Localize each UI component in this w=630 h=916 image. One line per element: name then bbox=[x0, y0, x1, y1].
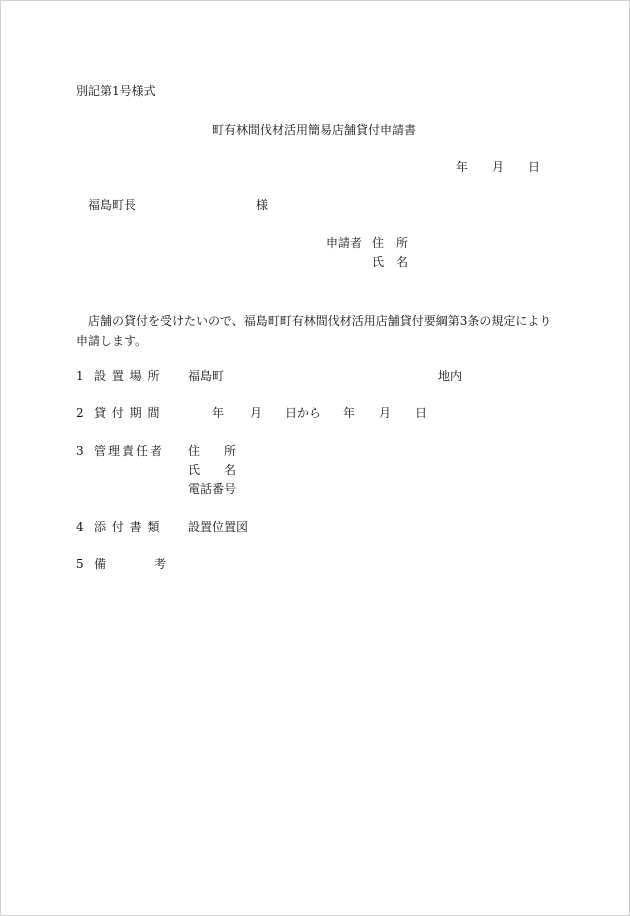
body-paragraph: 店舗の貸付を受けたいので、福島町町有林間伐材活用店舗貸付要綱第3条の規定により申請します。 bbox=[76, 314, 552, 348]
item-value-prefix: 福島町 bbox=[188, 369, 225, 383]
addressee-honorific: 様 bbox=[256, 198, 269, 212]
addressee-name: 福島町長 bbox=[88, 198, 137, 212]
item-number: 3 bbox=[76, 444, 84, 458]
date-day: 日 bbox=[528, 160, 541, 174]
attachment-value: 設置位置図 bbox=[188, 520, 249, 534]
item-label: 管理責任者 bbox=[94, 444, 165, 458]
remarks-label-right: 考 bbox=[154, 557, 167, 571]
item-number: 1 bbox=[76, 369, 84, 383]
item-number: 5 bbox=[76, 557, 84, 571]
applicant-address-label: 住 所 bbox=[372, 236, 409, 250]
period-end-month: 月 bbox=[379, 406, 392, 420]
item-label: 添 付 書 類 bbox=[94, 520, 161, 534]
applicant-name-label: 氏 名 bbox=[372, 255, 409, 269]
item-label: 貸 付 期 間 bbox=[94, 406, 161, 420]
document-title: 町有林間伐材活用簡易店舗貸付申請書 bbox=[212, 123, 417, 137]
form-number: 別記第1号様式 bbox=[76, 84, 156, 98]
period-start-month: 月 bbox=[250, 406, 263, 420]
item-label: 設 置 場 所 bbox=[94, 369, 161, 383]
period-end-day: 日 bbox=[415, 406, 428, 420]
manager-name-label: 氏 名 bbox=[188, 463, 237, 477]
date-month: 月 bbox=[492, 160, 505, 174]
period-end-year: 年 bbox=[343, 406, 356, 420]
item-number: 4 bbox=[76, 520, 84, 534]
period-start-day: 日から bbox=[285, 406, 322, 420]
manager-address-label: 住 所 bbox=[188, 444, 237, 458]
applicant-label: 申請者 bbox=[326, 236, 363, 250]
remarks-label-left: 備 bbox=[94, 557, 107, 571]
date-year: 年 bbox=[456, 160, 469, 174]
item-number: 2 bbox=[76, 406, 84, 420]
item-value-suffix: 地内 bbox=[438, 369, 463, 383]
manager-phone-label: 電話番号 bbox=[188, 482, 237, 496]
period-start-year: 年 bbox=[212, 406, 225, 420]
